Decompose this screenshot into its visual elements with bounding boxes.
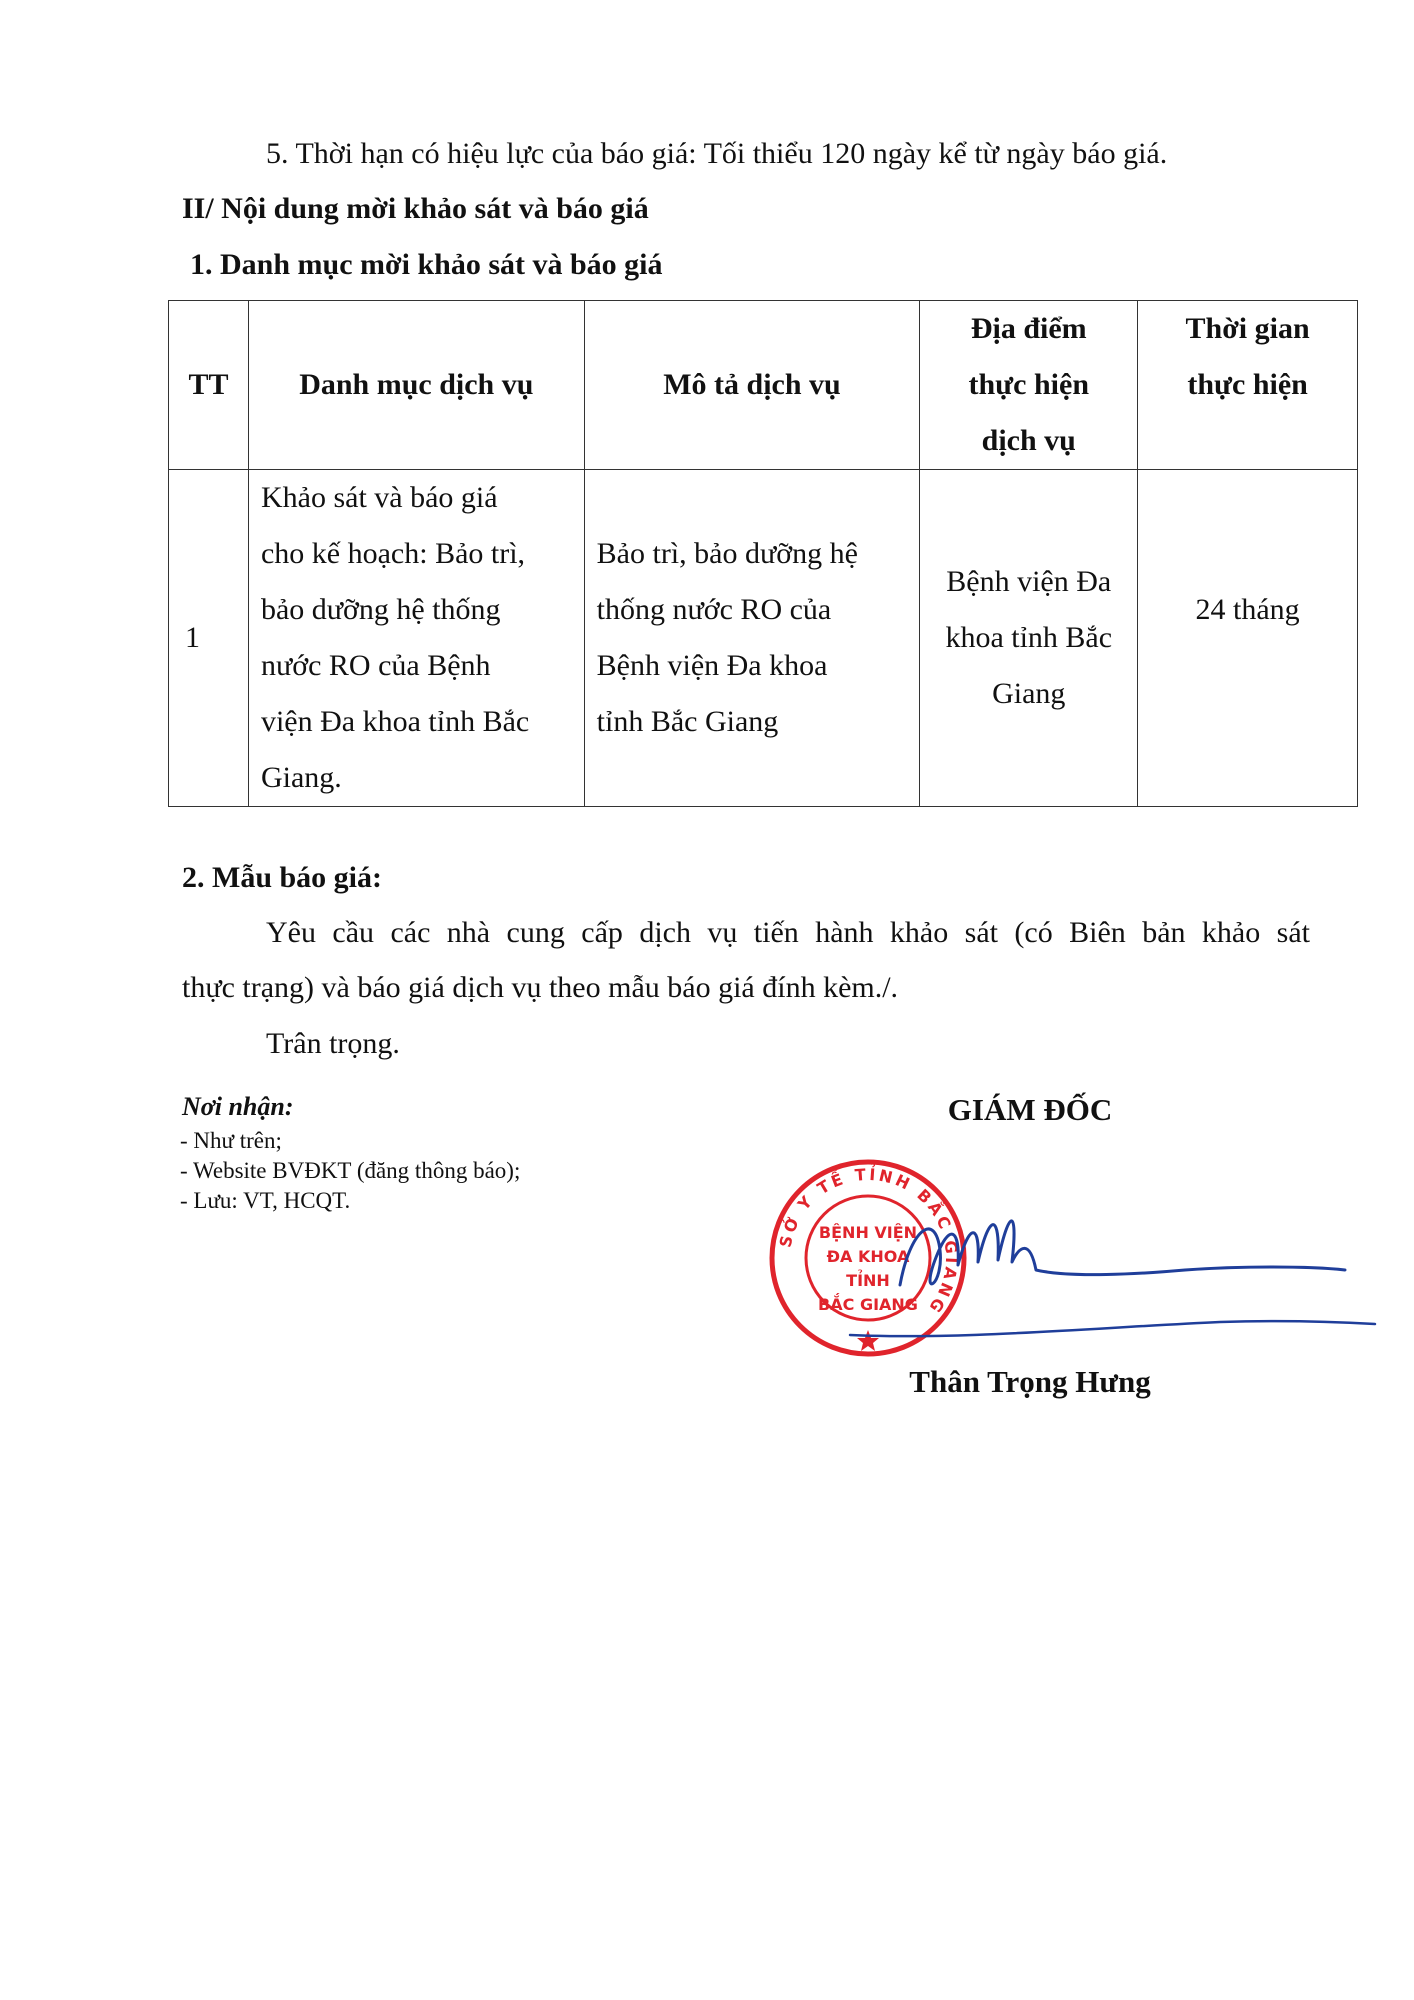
service-list-line: Giang. — [260, 761, 342, 794]
stamp-outer-text: SỞ Y TẾ TỈNH BẮC GIANG — [775, 1164, 962, 1319]
service-desc-line: Bảo trì, bảo dưỡng hệ — [596, 537, 858, 570]
quote-form-heading: 2. Mẫu báo giá: — [182, 861, 383, 894]
location-line: Bệnh viện Đa — [946, 565, 1112, 598]
cell-service-list — [248, 470, 584, 807]
cell-time: 24 tháng — [1138, 470, 1358, 807]
header-time — [1138, 301, 1358, 470]
handwritten-signature — [840, 1190, 1380, 1350]
quote-form-paragraph-line2: thực trạng) và báo giá dịch vụ theo mẫu báo giá đính kèm./. — [182, 971, 899, 1004]
validity-clause: 5. Thời hạn có hiệu lực của báo giá: Tối thiểu 120 ngày kể từ ngày báo giá. — [266, 137, 1168, 170]
location-line: Giang — [992, 677, 1066, 710]
header-location — [920, 301, 1138, 470]
table-row — [169, 470, 1358, 807]
header-location-line: dịch vụ — [981, 424, 1076, 457]
service-list-line: Khảo sát và báo giá — [260, 481, 498, 514]
table-header-row — [169, 301, 1358, 470]
signer-position: GIÁM ĐỐC — [947, 1092, 1113, 1127]
service-desc-line: Bệnh viện Đa khoa — [596, 649, 828, 682]
stamp-line1: BỆNH VIỆN — [818, 1223, 918, 1242]
quote-form-paragraph-line1: Yêu cầu các nhà cung cấp dịch vụ tiến hành khảo sát (có Biên bản khảo sát — [266, 916, 1310, 949]
recipient-item: - Như trên; — [180, 1128, 282, 1153]
recipient-item: - Lưu: VT, HCQT. — [180, 1188, 351, 1213]
header-service-list: Danh mục dịch vụ — [248, 301, 584, 470]
service-list-line: cho kế hoạch: Bảo trì, — [260, 537, 526, 570]
closing-text: Trân trọng. — [266, 1027, 400, 1060]
service-list-line: bảo dưỡng hệ thống — [260, 593, 501, 626]
section-heading: II/ Nội dung mời khảo sát và báo giá — [182, 192, 649, 225]
header-tt: TT — [169, 301, 249, 470]
recipient-item: - Website BVĐKT (đăng thông báo); — [180, 1158, 521, 1183]
stamp-line2: ĐA KHOA — [826, 1247, 910, 1266]
header-location-line: thực hiện — [968, 368, 1090, 401]
header-time-line: thực hiện — [1187, 368, 1308, 401]
recipients-title: Nơi nhận: — [182, 1092, 294, 1121]
service-desc-line: tỉnh Bắc Giang — [596, 705, 779, 738]
stamp-line3: TỈNH — [846, 1271, 890, 1290]
header-service-desc: Mô tả dịch vụ — [584, 301, 920, 470]
service-table — [168, 300, 1358, 807]
cell-tt: 1 — [169, 470, 249, 807]
service-list-line: viện Đa khoa tỉnh Bắc — [260, 705, 530, 738]
stamp-line4: BẮC GIANG — [818, 1295, 918, 1314]
cell-location — [920, 470, 1138, 807]
header-location-line: Địa điểm — [970, 312, 1087, 345]
list-subheading: 1. Danh mục mời khảo sát và báo giá — [190, 248, 663, 281]
service-desc-line: thống nước RO của — [596, 593, 832, 626]
location-line: khoa tỉnh Bắc — [945, 621, 1113, 654]
service-list-line: nước RO của Bệnh — [260, 649, 491, 682]
header-time-line: Thời gian — [1185, 312, 1310, 345]
cell-service-desc — [584, 470, 920, 807]
signer-name: Thân Trọng Hưng — [909, 1364, 1151, 1399]
